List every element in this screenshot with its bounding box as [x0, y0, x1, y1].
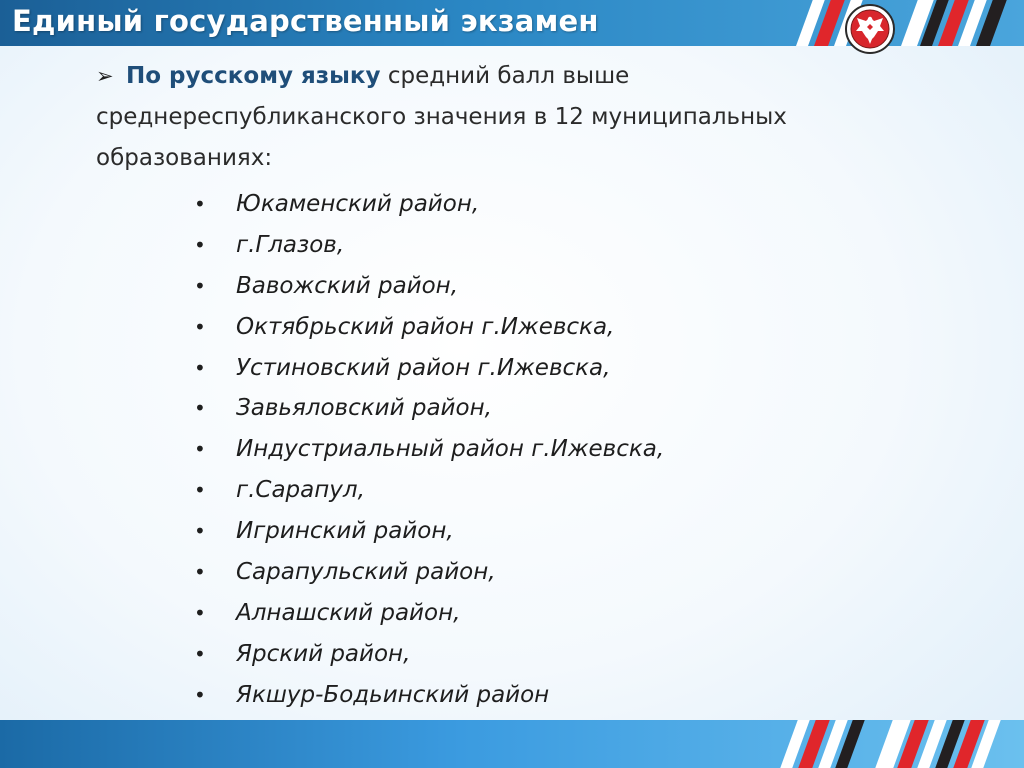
intro-paragraph: [96, 56, 976, 179]
bullet-icon: •: [194, 314, 206, 339]
bullet-icon: •: [194, 519, 206, 544]
intro-text-line2: среднереспубликанского значения в 12 муниципальных: [96, 104, 787, 130]
footer-bar: [0, 720, 1024, 768]
district-label: Якшур-Бодьинский район: [236, 681, 550, 708]
intro-text-line1: средний балл выше: [380, 63, 630, 89]
district-label: Алнашский район,: [236, 599, 461, 626]
subject-highlight: По русскому языку: [126, 63, 381, 89]
district-label: Игринский район,: [236, 518, 454, 545]
bullet-icon: •: [194, 478, 206, 503]
bullet-icon: •: [194, 641, 206, 666]
bullet-icon: •: [194, 437, 206, 462]
bullet-icon: •: [194, 355, 206, 380]
bullet-icon: •: [194, 232, 206, 257]
district-label: Сарапульский район,: [236, 559, 496, 586]
bullet-icon: •: [194, 396, 206, 421]
district-label: Октябрьский район г.Ижевска,: [236, 313, 615, 340]
bullet-icon: •: [194, 273, 206, 298]
district-label: г.Сарапул,: [236, 477, 365, 504]
slide-title: Единый государственный экзамен: [12, 4, 599, 38]
district-label: г.Глазов,: [236, 231, 345, 258]
district-label: Юкаменский район,: [236, 191, 480, 217]
bullet-icon: •: [194, 560, 206, 585]
bullet-icon: •: [194, 600, 206, 625]
intro-text-line3: образованиях:: [96, 145, 273, 171]
udmurt-republic-emblem-icon: [844, 3, 896, 55]
arrow-bullet-icon: ➢: [96, 64, 114, 88]
bullet-icon: •: [194, 682, 206, 707]
slide-content: [96, 56, 976, 708]
district-label: Ярский район,: [236, 640, 411, 667]
district-label: Индустриальный район г.Ижевска,: [236, 436, 665, 463]
district-label: Вавожский район,: [236, 272, 459, 299]
bullet-icon: •: [194, 192, 206, 216]
district-label: Завьяловский район,: [236, 395, 492, 422]
district-label: Устиновский район г.Ижевска,: [236, 354, 611, 381]
